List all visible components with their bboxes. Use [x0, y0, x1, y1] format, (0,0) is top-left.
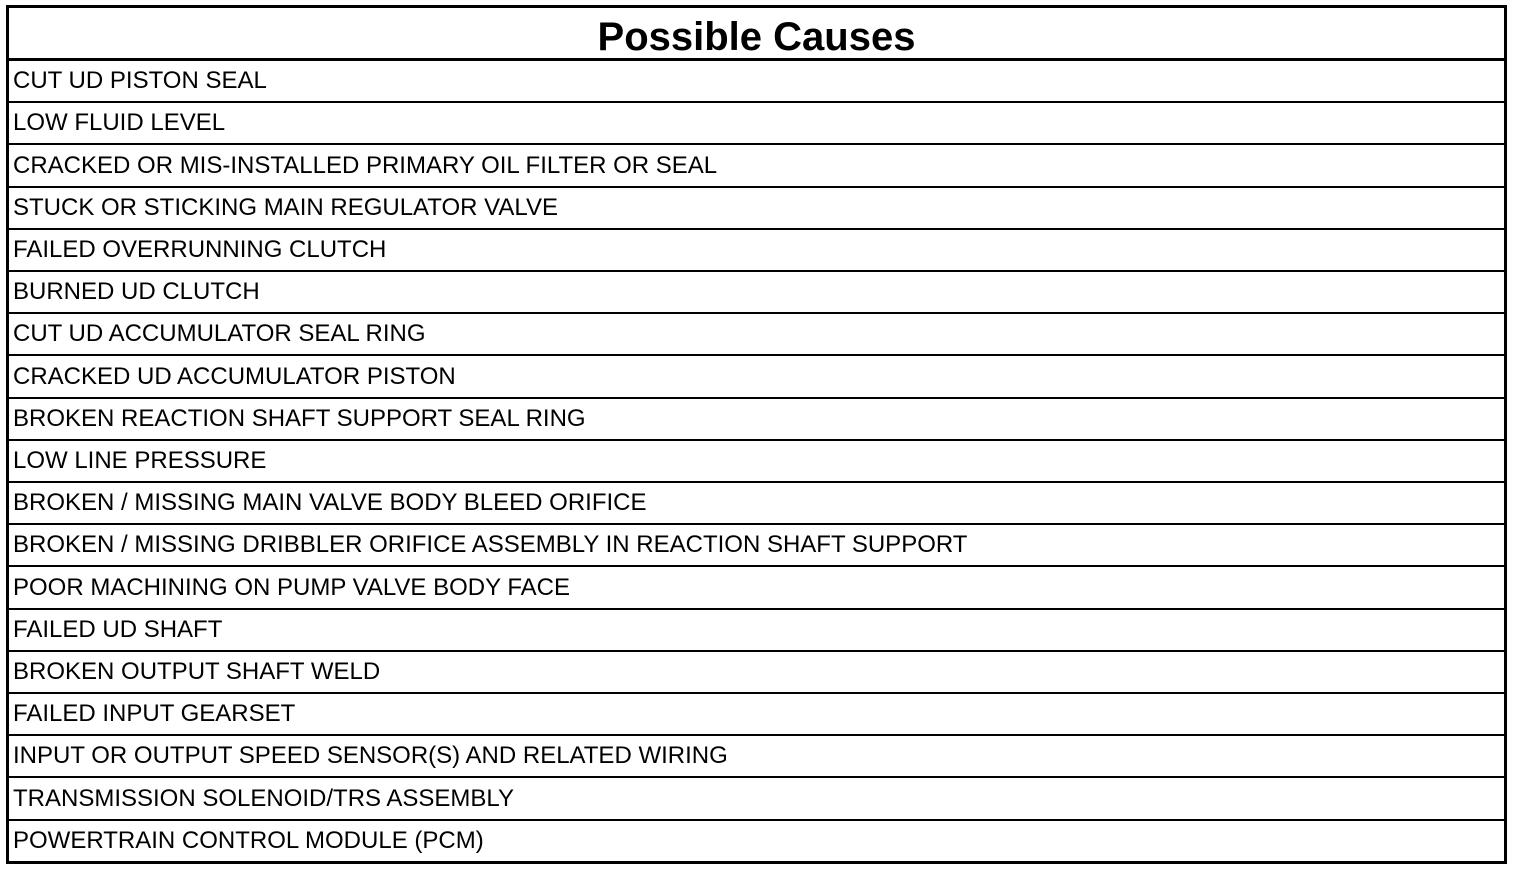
table-row: CRACKED UD ACCUMULATOR PISTON	[9, 356, 1504, 398]
table-row: CUT UD ACCUMULATOR SEAL RING	[9, 314, 1504, 356]
table-row: LOW LINE PRESSURE	[9, 441, 1504, 483]
table-row: FAILED UD SHAFT	[9, 610, 1504, 652]
table-row: TRANSMISSION SOLENOID/TRS ASSEMBLY	[9, 778, 1504, 820]
table-row: POWERTRAIN CONTROL MODULE (PCM)	[13, 826, 484, 854]
table-row: BROKEN / MISSING DRIBBLER ORIFICE ASSEMBLY IN REACTION SHAFT SUPPORT	[9, 525, 1504, 567]
table-row: CRACKED OR MIS-INSTALLED PRIMARY OIL FILTER OR SEAL	[9, 145, 1504, 187]
table-header	[9, 8, 1504, 61]
table-row: CUT UD PISTON SEAL	[9, 61, 1504, 103]
possible-causes-table	[6, 5, 1507, 864]
table-row: LOW FLUID LEVEL	[9, 103, 1504, 145]
table-row: BROKEN REACTION SHAFT SUPPORT SEAL RING	[9, 399, 1504, 441]
table-row: INPUT OR OUTPUT SPEED SENSOR(S) AND RELATED WIRING	[9, 736, 1504, 778]
table-row: FAILED INPUT GEARSET	[9, 694, 1504, 736]
table-row: POOR MACHINING ON PUMP VALVE BODY FACE	[9, 567, 1504, 609]
table-title: Possible Causes	[597, 15, 916, 59]
table-row: BROKEN OUTPUT SHAFT WELD	[9, 652, 1504, 694]
table-row: STUCK OR STICKING MAIN REGULATOR VALVE	[9, 188, 1504, 230]
table-row: BURNED UD CLUTCH	[9, 272, 1504, 314]
table-row: BROKEN / MISSING MAIN VALVE BODY BLEED ORIFICE	[9, 483, 1504, 525]
table-body	[9, 61, 1504, 861]
table-row: FAILED OVERRUNNING CLUTCH	[9, 230, 1504, 272]
